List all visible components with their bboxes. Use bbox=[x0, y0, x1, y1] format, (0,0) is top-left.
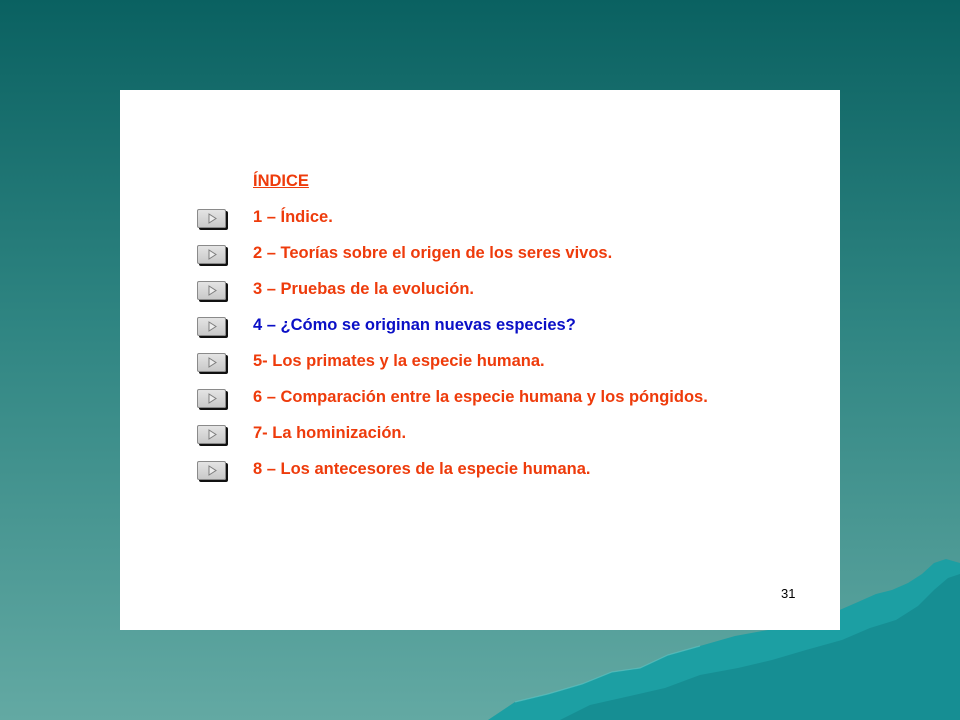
index-link-6[interactable]: 6 – Comparación entre la especie humana y los póngidos. bbox=[253, 387, 708, 406]
nav-button-8[interactable] bbox=[197, 461, 226, 480]
page-number: 31 bbox=[781, 586, 796, 601]
play-icon bbox=[206, 429, 218, 440]
nav-button-3[interactable] bbox=[197, 281, 226, 300]
play-icon bbox=[206, 357, 218, 368]
play-icon bbox=[206, 249, 218, 260]
index-link-7[interactable]: 7- La hominización. bbox=[253, 423, 407, 442]
index-link-4[interactable]: 4 – ¿Cómo se originan nuevas especies? bbox=[253, 315, 576, 334]
play-icon bbox=[206, 465, 218, 476]
play-icon bbox=[206, 285, 218, 296]
nav-button-2[interactable] bbox=[197, 245, 226, 264]
play-icon bbox=[206, 213, 218, 224]
index-item bbox=[197, 235, 708, 271]
index-link-1[interactable]: 1 – Índice. bbox=[253, 207, 333, 226]
play-icon bbox=[206, 393, 218, 404]
index-item bbox=[197, 379, 708, 415]
index-link-3[interactable]: 3 – Pruebas de la evolución. bbox=[253, 279, 475, 298]
index-item bbox=[197, 415, 708, 451]
slide-panel bbox=[120, 90, 840, 630]
index-link-2[interactable]: 2 – Teorías sobre el origen de los seres vivos. bbox=[253, 243, 613, 262]
index-item bbox=[197, 307, 708, 343]
index-item bbox=[197, 343, 708, 379]
index-title: ÍNDICE bbox=[253, 171, 309, 190]
index-link-5[interactable]: 5- Los primates y la especie humana. bbox=[253, 351, 545, 370]
index-title-row bbox=[197, 163, 708, 199]
index-link-8[interactable]: 8 – Los antecesores de la especie humana. bbox=[253, 459, 591, 478]
play-icon bbox=[206, 321, 218, 332]
nav-button-4[interactable] bbox=[197, 317, 226, 336]
index-item bbox=[197, 451, 708, 487]
index-item bbox=[197, 271, 708, 307]
nav-button-7[interactable] bbox=[197, 425, 226, 444]
nav-button-6[interactable] bbox=[197, 389, 226, 408]
nav-button-1[interactable] bbox=[197, 209, 226, 228]
nav-button-5[interactable] bbox=[197, 353, 226, 372]
index-list bbox=[197, 163, 708, 487]
index-item bbox=[197, 199, 708, 235]
